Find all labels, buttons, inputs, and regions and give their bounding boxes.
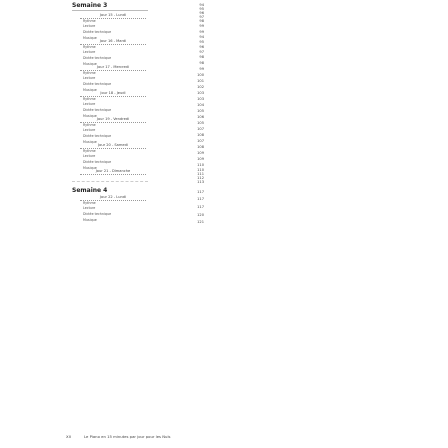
page-number: 96: [199, 45, 204, 49]
page-number: 120: [197, 213, 204, 217]
day-label: Jour 21 - Dimanche: [80, 169, 146, 175]
page-number: 111: [197, 172, 204, 176]
subject-item: Musique: [83, 139, 97, 144]
page-number: 98: [199, 61, 204, 65]
subject-item: Dictée technique: [83, 107, 112, 112]
subject-item: Musique: [83, 113, 97, 118]
page-number: 113: [197, 180, 204, 184]
page-number: 110: [197, 168, 204, 172]
page-number: 98: [199, 55, 204, 59]
subject-item: Dictée technique: [83, 211, 112, 216]
page-number: 109: [197, 157, 204, 161]
day-label: Jour 19 - Vendredi: [80, 117, 146, 123]
subject-item: Dictée technique: [83, 159, 112, 164]
page-number: 95: [199, 40, 204, 44]
page-number: 121: [197, 220, 204, 224]
week-title: Semaine 3: [72, 2, 108, 9]
day-block: [80, 169, 146, 175]
page-number: 99: [199, 24, 204, 28]
day-block: [80, 91, 146, 119]
subject-item: Dictée technique: [83, 55, 112, 60]
page-number: 117: [197, 197, 204, 201]
page-number: 108: [197, 133, 204, 137]
page-number: 103: [197, 97, 204, 101]
subject-item: Musique: [83, 35, 97, 40]
subject-item: Rythme: [83, 70, 96, 75]
day-label: Jour 17 - Mercredi: [80, 65, 146, 71]
page-number: 105: [197, 109, 204, 113]
day-label: Jour 20 - Samedi: [80, 143, 146, 149]
subject-item: Dictée technique: [83, 81, 112, 86]
subject-item: Dictée technique: [83, 29, 112, 34]
page-number: 109: [197, 151, 204, 155]
page-number: 105: [197, 121, 204, 125]
chapter-number: XII: [66, 434, 71, 439]
subject-item: Rythme: [83, 122, 96, 127]
page-number: 98: [199, 19, 204, 23]
page-number: 94: [199, 3, 204, 7]
subject-item: Lecture: [83, 154, 96, 159]
page-number: 102: [197, 85, 204, 89]
day-block: [80, 143, 146, 171]
subject-item: Rythme: [83, 200, 96, 205]
page-number: 107: [197, 139, 204, 143]
page-number: 112: [197, 176, 204, 180]
page-number: 117: [197, 190, 204, 194]
page-number: 103: [197, 91, 204, 95]
day-block: [80, 13, 146, 41]
subject-item: Musique: [83, 217, 97, 222]
day-block: [80, 195, 146, 223]
day-label: Jour 16 - Mardi: [80, 39, 146, 45]
subject-item: Lecture: [83, 128, 96, 133]
page-number: 99: [199, 30, 204, 34]
day-label: Jour 18 - Jeudi: [80, 91, 146, 97]
subject-item: Musique: [83, 87, 97, 92]
page-number: 107: [197, 127, 204, 131]
page-number: 94: [199, 35, 204, 39]
page-number: 110: [197, 163, 204, 167]
day-label: Jour 15 - Lundi: [80, 13, 146, 19]
page-number: 97: [199, 15, 204, 19]
page-number: 108: [197, 145, 204, 149]
subject-item: Rythme: [83, 18, 96, 23]
subject-item: Lecture: [83, 206, 96, 211]
subject-item: Lecture: [83, 24, 96, 29]
page-number: 96: [199, 11, 204, 15]
week-rule: [72, 10, 148, 11]
page-number: 106: [197, 115, 204, 119]
page-number: 101: [197, 79, 204, 83]
subject-item: Lecture: [83, 50, 96, 55]
page-number: 100: [197, 73, 204, 77]
day-block: [80, 39, 146, 67]
subject-item: Dictée technique: [83, 133, 112, 138]
page-number: 104: [197, 103, 204, 107]
subject-item: Lecture: [83, 102, 96, 107]
week-title: Semaine 4: [72, 187, 108, 194]
day-label: Jour 22 - Lundi: [80, 195, 146, 201]
page-number: 99: [199, 67, 204, 71]
page-number: 95: [199, 7, 204, 11]
book-title: Le Piano en 15 minutes par jour pour les Nuls: [84, 434, 171, 439]
day-block: [80, 65, 146, 93]
page-number: 117: [197, 205, 204, 209]
subject-item: Rythme: [83, 148, 96, 153]
week-rule: [72, 181, 148, 182]
day-block: [80, 117, 146, 145]
subject-item: Musique: [83, 61, 97, 66]
subject-item: Musique: [83, 165, 97, 170]
subject-item: Rythme: [83, 96, 96, 101]
subject-item: Rythme: [83, 44, 96, 49]
page-number: 97: [199, 50, 204, 54]
subject-item: Lecture: [83, 76, 96, 81]
